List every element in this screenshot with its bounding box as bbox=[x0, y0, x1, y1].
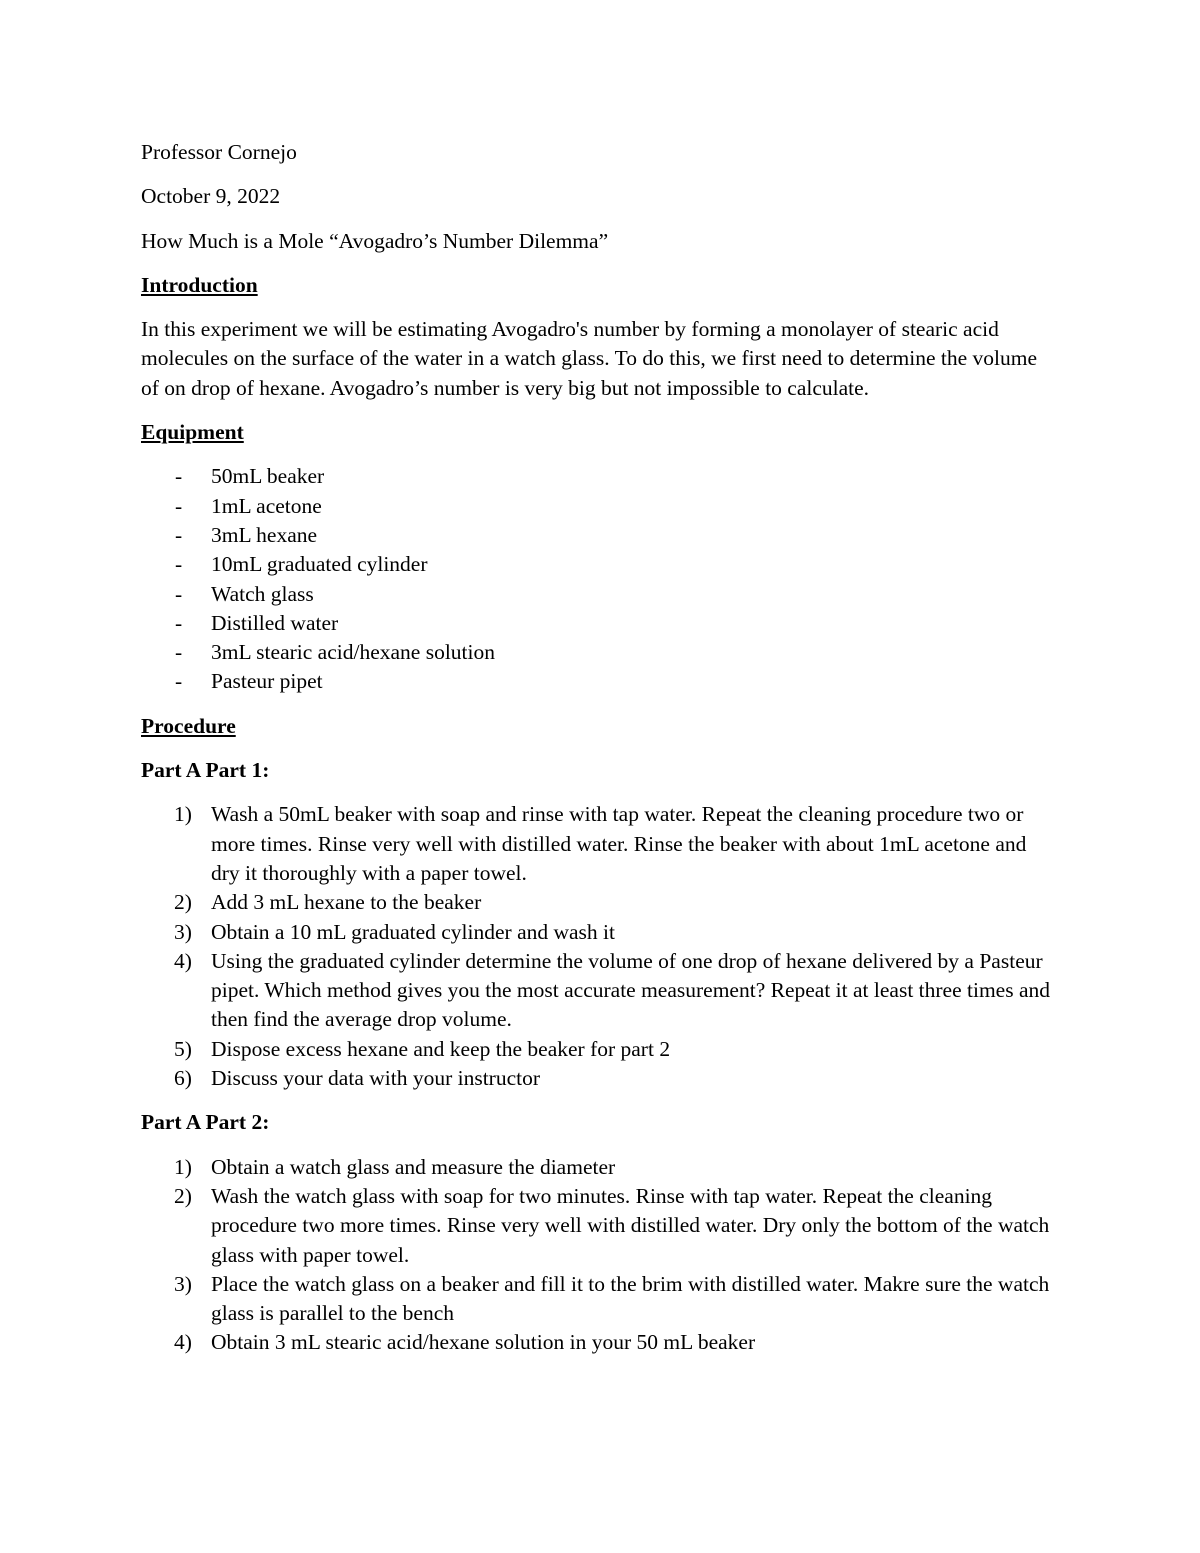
step-number: 1) bbox=[174, 1154, 192, 1179]
equipment-item: 3mL hexane bbox=[211, 522, 318, 547]
equipment-list bbox=[141, 462, 1060, 696]
step-text: Wash the watch glass with soap for two minutes. Rinse with tap water. Repeat the cleaning procedure two more times. Rinse very well with distilled water. Dry only the bottom of the watch glass with paper towel. bbox=[211, 1183, 1050, 1267]
dash-bullet: - bbox=[175, 581, 183, 606]
step-number: 1) bbox=[174, 802, 192, 827]
list-item bbox=[141, 800, 1060, 888]
step-number: 2) bbox=[174, 890, 192, 915]
step-text: Obtain a watch glass and measure the diameter bbox=[211, 1154, 616, 1179]
step-text: Obtain a 10 mL graduated cylinder and wash it bbox=[211, 919, 615, 944]
part1-heading: Part A Part 1: bbox=[141, 758, 270, 783]
equipment-item: Pasteur pipet bbox=[211, 669, 323, 694]
list-item bbox=[141, 1064, 1060, 1093]
step-number: 4) bbox=[174, 1330, 192, 1355]
list-item bbox=[141, 667, 1060, 696]
list-item bbox=[141, 492, 1060, 521]
step-text: Add 3 mL hexane to the beaker bbox=[211, 890, 482, 915]
list-item bbox=[141, 918, 1060, 947]
step-number: 2) bbox=[174, 1183, 192, 1208]
list-item bbox=[141, 1328, 1060, 1357]
step-text: Using the graduated cylinder determine the volume of one drop of hexane delivered by a Pasteur pipet. Which method gives you the most accurate measurement? Repeat it at least three times and then find the average drop volume. bbox=[211, 948, 1051, 1032]
introduction-text: In this experiment we will be estimating Avogadro's number by forming a monolayer of stearic acid molecules on the surface of the water in a watch glass. To do this, we first need to determine the volume of on drop of hexane. Avogadro’s number is very big but not impossible to calculate. bbox=[141, 317, 1038, 400]
dash-bullet: - bbox=[175, 552, 183, 577]
list-item bbox=[141, 1182, 1060, 1270]
list-item bbox=[141, 462, 1060, 491]
professor-name: Professor Cornejo bbox=[141, 140, 297, 164]
step-text: Obtain 3 mL stearic acid/hexane solution in your 50 mL beaker bbox=[211, 1330, 756, 1355]
step-number: 4) bbox=[174, 948, 192, 973]
list-item bbox=[141, 1035, 1060, 1064]
list-item bbox=[141, 888, 1060, 917]
document-date: October 9, 2022 bbox=[141, 184, 281, 209]
list-item bbox=[141, 1270, 1060, 1329]
equipment-item: Watch glass bbox=[211, 581, 314, 606]
step-number: 3) bbox=[174, 919, 192, 944]
step-text: Discuss your data with your instructor bbox=[211, 1066, 541, 1091]
dash-bullet: - bbox=[175, 464, 183, 489]
dash-bullet: - bbox=[175, 669, 183, 694]
dash-bullet: - bbox=[175, 640, 183, 665]
dash-bullet: - bbox=[175, 522, 183, 547]
part1-steps bbox=[141, 800, 1060, 1093]
document-title: How Much is a Mole “Avogadro’s Number Dilemma” bbox=[141, 228, 609, 253]
list-item bbox=[141, 1153, 1060, 1182]
part2-steps bbox=[141, 1153, 1060, 1358]
step-number: 5) bbox=[174, 1036, 192, 1061]
list-item bbox=[141, 550, 1060, 579]
equipment-heading: Equipment bbox=[141, 420, 244, 445]
dash-bullet: - bbox=[175, 493, 183, 518]
equipment-item: 1mL acetone bbox=[211, 493, 322, 518]
equipment-item: 50mL beaker bbox=[211, 464, 325, 489]
list-item bbox=[141, 580, 1060, 609]
part2-heading: Part A Part 2: bbox=[141, 1110, 270, 1135]
list-item bbox=[141, 638, 1060, 667]
step-text: Wash a 50mL beaker with soap and rinse with tap water. Repeat the cleaning procedure two or more times. Rinse very well with distilled water. Rinse the beaker with about 1mL acetone and dry it thoroughly with a paper towel. bbox=[211, 802, 1027, 885]
introduction-heading: Introduction bbox=[141, 272, 258, 297]
equipment-item: 3mL stearic acid/hexane solution bbox=[211, 640, 495, 665]
list-item bbox=[141, 947, 1060, 1035]
step-number: 3) bbox=[174, 1271, 192, 1296]
step-text: Place the watch glass on a beaker and fill it to the brim with distilled water. Makre sure the watch glass is parallel to the bench bbox=[211, 1271, 1050, 1326]
equipment-item: Distilled water bbox=[211, 610, 339, 635]
step-text: Dispose excess hexane and keep the beaker for part 2 bbox=[211, 1036, 671, 1061]
list-item bbox=[141, 609, 1060, 638]
dash-bullet: - bbox=[175, 610, 183, 635]
equipment-item: 10mL graduated cylinder bbox=[211, 552, 428, 577]
list-item bbox=[141, 521, 1060, 550]
step-number: 6) bbox=[174, 1066, 192, 1091]
procedure-heading: Procedure bbox=[141, 713, 236, 738]
